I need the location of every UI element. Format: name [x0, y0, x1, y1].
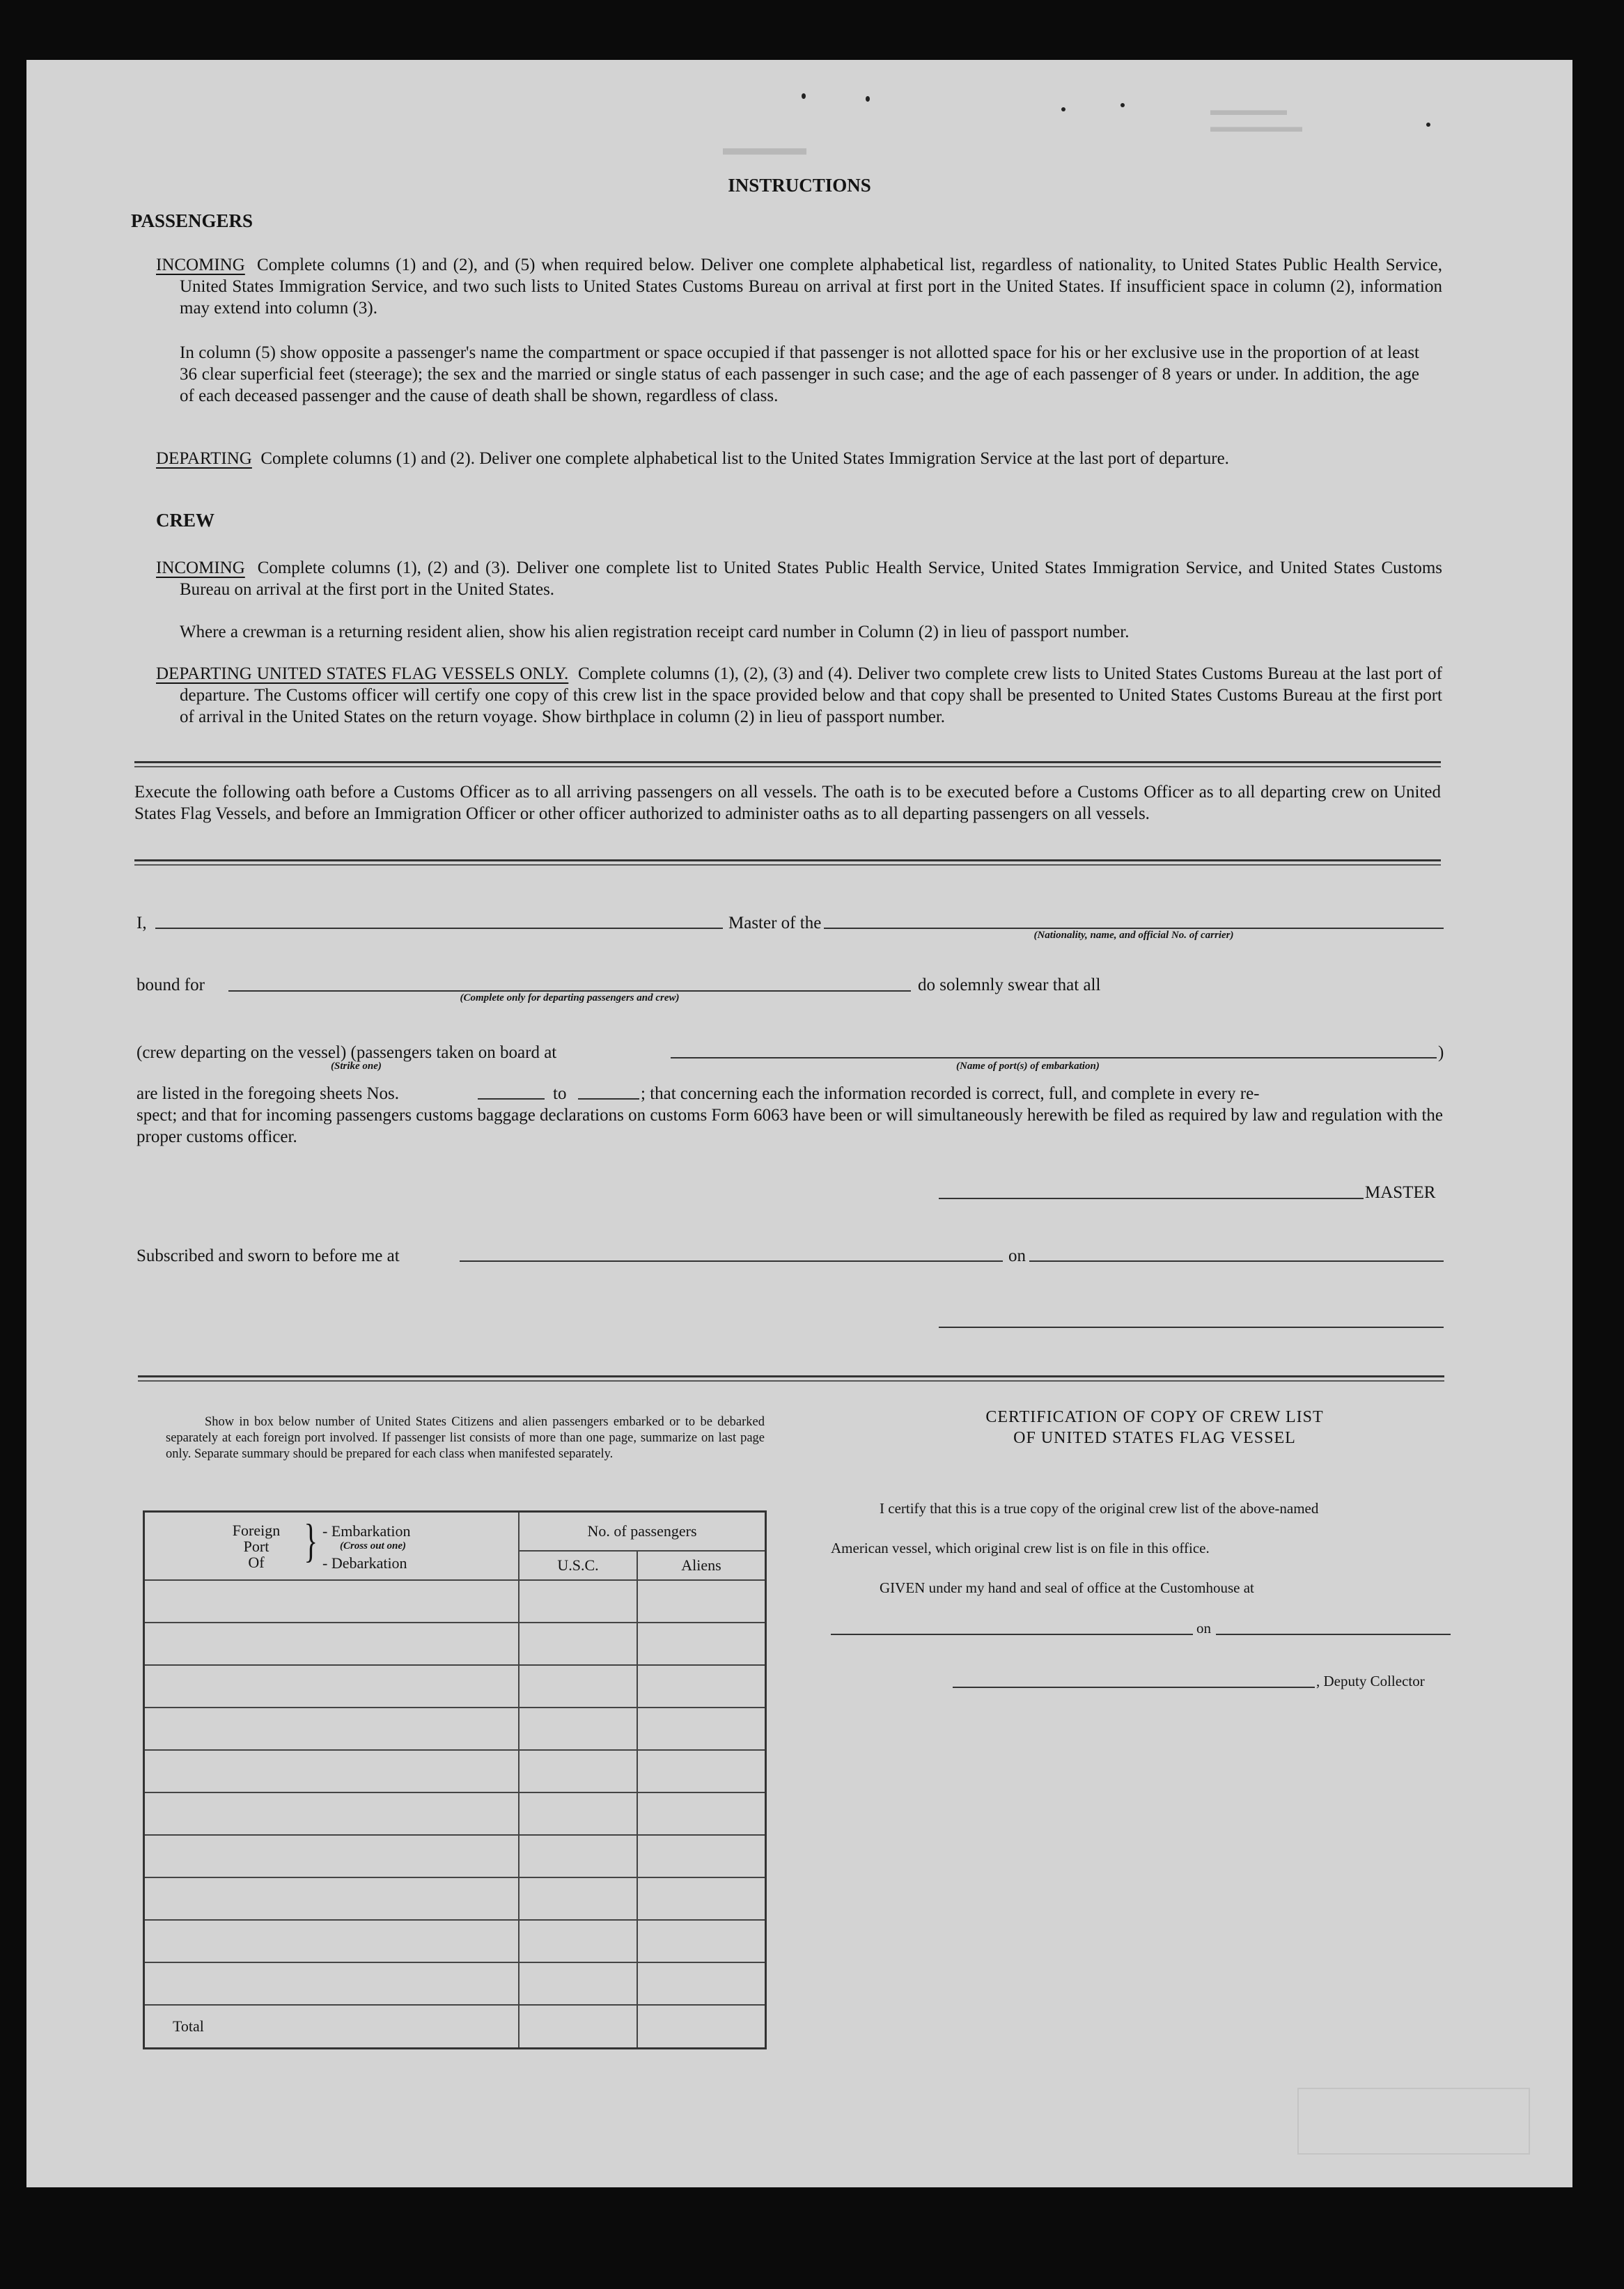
summary-note: Show in box below number of United States Citizens and alien passengers embarked or to be debarked separately at each foreign port involved. If passenger list consists of more than one page, summarize on last page only. Separate summary should be prepared for each class when manifested separately.: [166, 1415, 765, 1461]
aliens-cell[interactable]: [637, 1877, 766, 1920]
crew-incoming-label: INCOMING: [156, 558, 245, 577]
usc-cell[interactable]: [519, 1962, 637, 2005]
strike-one-caption: (Strike one): [331, 1061, 382, 1072]
summary-row: [144, 1665, 766, 1708]
sworn-on-label: on: [1008, 1247, 1026, 1265]
oath-intro: Execute the following oath before a Customs Officer as to all arriving passengers on all vessels. The oath is to be executed before a Customs Officer as to all departing crew on United States Flag Vessels, and before an Immigration Officer or other officer authorized to administer oaths as to all departing passengers on all vessels.: [134, 783, 1441, 823]
master-of-the-label: Master of the: [728, 914, 822, 932]
passengers-departing-label: DEPARTING: [156, 449, 252, 468]
listed-correct-text: ; that concerning each the information recorded is correct, full, and complete in every re-: [641, 1084, 1260, 1103]
ports-caption: (Name of port(s) of embarkation): [956, 1061, 1100, 1072]
master-name-field[interactable]: [155, 928, 723, 929]
bound-for-field[interactable]: [228, 990, 911, 992]
aliens-cell[interactable]: [637, 1792, 766, 1835]
usc-cell[interactable]: [519, 1877, 637, 1920]
master-label: MASTER: [1365, 1183, 1436, 1202]
certification-title-line2: OF UNITED STATES FLAG VESSEL: [1013, 1429, 1296, 1447]
usc-cell[interactable]: [519, 1750, 637, 1792]
sworn-place-field[interactable]: [460, 1260, 1003, 1262]
summary-row: [144, 1750, 766, 1792]
total-label: Total: [144, 2005, 520, 2048]
sworn-date-field[interactable]: [1029, 1260, 1444, 1262]
speck: [802, 93, 806, 99]
speck: [1061, 107, 1065, 111]
passengers-incoming-label: INCOMING: [156, 256, 245, 274]
usc-cell[interactable]: [519, 1665, 637, 1708]
sheet-to-field[interactable]: [578, 1098, 639, 1100]
summary-row: [144, 1792, 766, 1835]
instructions-title: INSTRUCTIONS: [728, 175, 871, 196]
certification-title-line1: CERTIFICATION OF COPY OF CREW LIST: [985, 1408, 1324, 1426]
usc-cell[interactable]: [519, 1623, 637, 1665]
aliens-header: Aliens: [637, 1551, 766, 1580]
crew-resident-alien-paragraph: Where a crewman is a returning resident alien, show his alien registration receipt card number in Column (2) in lieu of passport number.: [180, 623, 1130, 641]
bound-for-caption: (Complete only for departing passengers and crew): [460, 992, 680, 1003]
usc-cell[interactable]: [519, 1835, 637, 1877]
deputy-collector-label: , Deputy Collector: [1316, 1673, 1425, 1689]
summary-row: [144, 1962, 766, 2005]
usc-cell[interactable]: [519, 1792, 637, 1835]
summary-row: [144, 1835, 766, 1877]
passengers-heading: PASSENGERS: [131, 210, 253, 231]
double-rule-divider: [134, 859, 1441, 866]
double-rule-divider: [134, 761, 1441, 767]
aliens-cell[interactable]: [637, 1920, 766, 1962]
master-signature-field[interactable]: [939, 1198, 1364, 1199]
port-cell[interactable]: [144, 1708, 520, 1750]
no-of-passengers-header: No. of passengers: [519, 1512, 766, 1551]
aliens-cell[interactable]: [637, 1708, 766, 1750]
port-label: Port: [243, 1538, 270, 1555]
crew-passengers-text: (crew departing on the vessel) (passengers taken on board at: [136, 1043, 557, 1062]
crew-departing-label: DEPARTING UNITED STATES FLAG VESSELS ONLY.: [156, 664, 569, 683]
passengers-departing-text: Complete columns (1) and (2). Deliver one complete alphabetical list to the United States Immigration Service at the last port of departure.: [260, 449, 1229, 468]
certification-title: [855, 1407, 1454, 1448]
cross-out-caption: (Cross out one): [340, 1540, 407, 1552]
foreign-label: Foreign: [232, 1522, 281, 1539]
usc-header: U.S.C.: [519, 1551, 637, 1580]
passengers-incoming-text: Complete columns (1) and (2), and (5) when required below. Deliver one complete alphabetical list, regardless of nationality, to United States Public Health Service, United States Immigration Service, and two such lists to United States Customs Bureau on arrival at first port in the United States. If insufficient space in column (2), information may extend into column (3).: [180, 256, 1443, 318]
subscribed-text: Subscribed and sworn to before me at: [136, 1247, 400, 1265]
summary-row: [144, 1623, 766, 1665]
ports-of-embarkation-field[interactable]: [671, 1057, 1437, 1058]
of-label: Of: [248, 1554, 265, 1571]
listed-to-text: to: [553, 1084, 567, 1103]
speck: [1426, 123, 1430, 127]
port-cell[interactable]: [144, 1792, 520, 1835]
usc-cell[interactable]: [519, 1708, 637, 1750]
port-cell[interactable]: [144, 1623, 520, 1665]
swear-text: do solemnly swear that all: [918, 976, 1101, 994]
aliens-cell[interactable]: [637, 1750, 766, 1792]
summary-row: [144, 1920, 766, 1962]
form-page: [26, 60, 1572, 2187]
usc-cell[interactable]: [519, 1580, 637, 1623]
bleed-through-text: ▬▬▬▬▬ ▬▬▬▬▬▬: [1210, 101, 1302, 135]
double-rule-divider: [138, 1375, 1444, 1382]
cert-on-label: on: [1196, 1620, 1211, 1636]
port-cell[interactable]: [144, 1920, 520, 1962]
passenger-summary-table: [143, 1510, 767, 2049]
listed-respect-text: spect; and that for incoming passengers customs baggage declarations on customs Form 6063 have been or will simultaneously herewith be filed as required by law and regulation with the proper customs officer.: [136, 1106, 1443, 1146]
close-paren: ): [1438, 1043, 1444, 1062]
faint-stamp-outline: [1297, 2088, 1530, 2155]
certify-text-b: American vessel, which original crew list is on file in this office.: [831, 1540, 1210, 1556]
bleed-through-text: ▬▬▬▬: [723, 136, 806, 159]
port-cell[interactable]: [144, 1962, 520, 2005]
total-aliens-cell[interactable]: [637, 2005, 766, 2048]
crew-departing-text: Complete columns (1), (2), (3) and (4). Deliver two complete crew lists to United States Customs Bureau at the last port of departure. The Customs officer will certify one copy of this crew list in the space provided below and that copy shall be presented to United States Customs Bureau at the first port of arrival in the United States on the return voyage. Show birthplace in column (2) in lieu of passport number.: [180, 664, 1442, 726]
officer-signature-field[interactable]: [939, 1327, 1444, 1328]
summary-row: [144, 1877, 766, 1920]
embarkation-label[interactable]: - Embarkation: [322, 1522, 411, 1540]
port-cell[interactable]: [144, 1750, 520, 1792]
aliens-cell[interactable]: [637, 1665, 766, 1708]
port-cell[interactable]: [144, 1580, 520, 1623]
port-cell[interactable]: [144, 1877, 520, 1920]
given-text: GIVEN under my hand and seal of office at the Customhouse at: [880, 1579, 1254, 1596]
listed-sheets-text: are listed in the foregoing sheets Nos.: [136, 1084, 399, 1103]
port-cell[interactable]: [144, 1835, 520, 1877]
customhouse-field[interactable]: [831, 1634, 1193, 1635]
deputy-signature-field[interactable]: [953, 1687, 1315, 1688]
speck: [1121, 103, 1125, 107]
oath-i-label: I,: [136, 914, 147, 932]
summary-row: [144, 1708, 766, 1750]
aliens-cell[interactable]: [637, 1962, 766, 2005]
crew-incoming-paragraph: [156, 557, 1442, 600]
passengers-column5-paragraph: In column (5) show opposite a passenger's name the compartment or space occupied if that passenger is not allotted space for his or her exclusive use in the proportion of at least 36 clear superficial feet (steerage); the sex and the married or single status of each passenger in such case; and the age of each passenger of 8 years or under. In addition, the age of each deceased passenger and the cause of death shall be shown, regardless of class.: [180, 343, 1419, 405]
crew-heading: CREW: [156, 510, 215, 531]
passengers-departing-paragraph: [156, 448, 1442, 469]
total-usc-cell[interactable]: [519, 2005, 637, 2048]
brace-icon: }: [304, 1514, 318, 1567]
port-cell[interactable]: [144, 1665, 520, 1708]
passengers-incoming-paragraph: [156, 254, 1442, 319]
crew-departing-paragraph: [156, 663, 1442, 728]
foreign-port-header: [144, 1512, 520, 1581]
foreign-port-label: [218, 1522, 295, 1570]
debarkation-label[interactable]: - Debarkation: [322, 1554, 407, 1572]
certify-text-a: I certify that this is a true copy of the original crew list of the above-named: [880, 1500, 1319, 1517]
cert-date-field[interactable]: [1216, 1634, 1451, 1635]
crew-incoming-text: Complete columns (1), (2) and (3). Deliver one complete list to United States Public Health Service, United States Immigration Service, and United States Customs Bureau on arrival at the first port in the United States.: [180, 558, 1443, 599]
carrier-caption: (Nationality, name, and official No. of carrier): [1033, 930, 1234, 941]
aliens-cell[interactable]: [637, 1623, 766, 1665]
bound-for-label: bound for: [136, 976, 205, 994]
speck: [866, 96, 870, 102]
aliens-cell[interactable]: [637, 1580, 766, 1623]
aliens-cell[interactable]: [637, 1835, 766, 1877]
usc-cell[interactable]: [519, 1920, 637, 1962]
sheet-from-field[interactable]: [478, 1098, 545, 1100]
carrier-field[interactable]: [824, 928, 1444, 929]
summary-row: [144, 1580, 766, 1623]
